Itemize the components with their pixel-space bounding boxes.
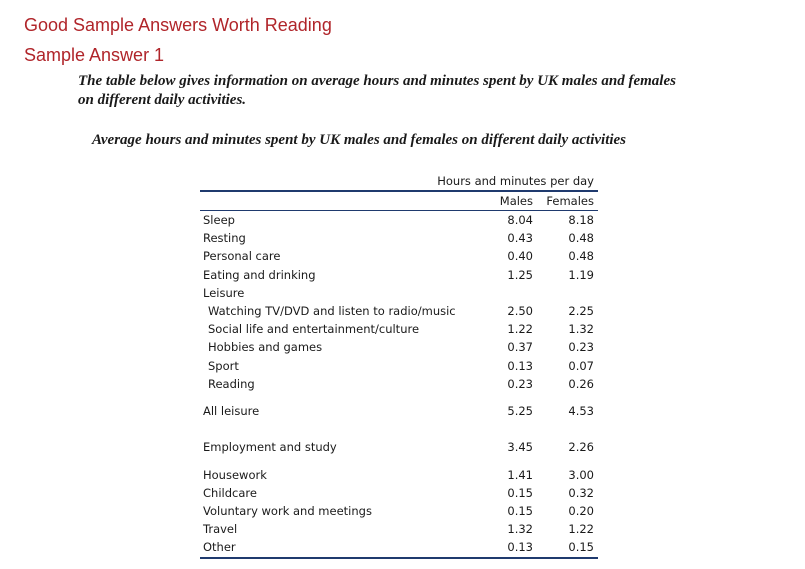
row-label: Childcare bbox=[203, 485, 257, 500]
row-label: Travel bbox=[203, 522, 238, 537]
row-females-value: 4.53 bbox=[568, 403, 594, 418]
row-males-value: 0.40 bbox=[507, 249, 533, 264]
task-prompt-line-1: The table below gives information on average hours and minutes spent by UK males and females bbox=[78, 73, 676, 89]
row-females-value: 8.18 bbox=[568, 213, 594, 227]
page-title: Good Sample Answers Worth Reading bbox=[24, 15, 332, 35]
row-females-value: 0.23 bbox=[568, 340, 594, 355]
activities-table bbox=[200, 173, 598, 559]
row-label: Sport bbox=[208, 358, 239, 373]
row-females-value: 1.22 bbox=[568, 522, 594, 537]
row-males-value: 1.22 bbox=[507, 322, 533, 337]
row-females-value: 0.32 bbox=[568, 485, 594, 500]
row-males-value: 1.25 bbox=[507, 267, 533, 282]
row-label: Eating and drinking bbox=[203, 267, 316, 282]
row-males-value: 3.45 bbox=[507, 440, 533, 455]
row-label: Housework bbox=[203, 467, 267, 482]
table-row bbox=[200, 538, 598, 556]
table-row bbox=[200, 284, 598, 302]
row-females-value: 0.20 bbox=[568, 504, 594, 519]
row-females-value: 0.15 bbox=[568, 540, 594, 555]
row-label: Social life and entertainment/culture bbox=[208, 322, 420, 337]
row-males-value: 0.13 bbox=[507, 540, 533, 555]
row-females-value: 1.32 bbox=[568, 322, 594, 337]
table-row bbox=[200, 375, 598, 393]
row-label: Resting bbox=[203, 231, 246, 246]
row-females-value: 0.48 bbox=[568, 231, 594, 246]
row-label: Watching TV/DVD and listen to radio/music bbox=[208, 303, 456, 318]
row-label: Hobbies and games bbox=[208, 340, 323, 355]
table-row bbox=[200, 429, 598, 465]
sample-answer-heading: Sample Answer 1 bbox=[24, 45, 165, 65]
row-males-value: 1.41 bbox=[507, 467, 533, 482]
table-row bbox=[200, 466, 598, 484]
row-males-value: 5.25 bbox=[507, 403, 533, 418]
row-label: Voluntary work and meetings bbox=[203, 504, 372, 519]
table-row bbox=[200, 357, 598, 375]
row-males-value: 0.43 bbox=[507, 231, 533, 246]
row-label: Other bbox=[203, 540, 236, 555]
row-label: Personal care bbox=[203, 249, 281, 264]
row-females-value: 2.25 bbox=[568, 303, 594, 318]
table-row bbox=[200, 302, 598, 320]
table-title: Average hours and minutes spent by UK males and females on different daily activities bbox=[92, 132, 627, 148]
table-row bbox=[200, 211, 598, 229]
row-females-value: 2.26 bbox=[568, 440, 594, 455]
row-females-value: 0.26 bbox=[568, 376, 594, 391]
row-label: Employment and study bbox=[203, 440, 337, 455]
row-females-value: 1.19 bbox=[568, 267, 594, 282]
table-row bbox=[200, 338, 598, 356]
row-label: All leisure bbox=[203, 403, 260, 418]
row-females-value: 0.48 bbox=[568, 249, 594, 264]
table-row bbox=[200, 520, 598, 538]
table-group-header: Hours and minutes per day bbox=[200, 173, 598, 192]
task-prompt bbox=[78, 72, 778, 110]
table-row bbox=[200, 229, 598, 247]
row-males-value: 0.37 bbox=[507, 340, 533, 355]
row-males-value: 0.23 bbox=[507, 376, 533, 391]
table-row bbox=[200, 266, 598, 284]
table-row bbox=[200, 247, 598, 265]
row-males-value: 0.13 bbox=[507, 358, 533, 373]
row-females-value: 0.07 bbox=[568, 358, 594, 373]
table-row bbox=[200, 393, 598, 429]
row-males-value: 0.15 bbox=[507, 504, 533, 519]
table-column-headers bbox=[200, 192, 598, 211]
column-header-females: Females bbox=[546, 194, 594, 208]
task-prompt-line-2: on different daily activities. bbox=[78, 92, 247, 108]
table-row bbox=[200, 502, 598, 520]
row-males-value: 0.15 bbox=[507, 485, 533, 500]
table-body bbox=[200, 211, 598, 559]
row-females-value: 3.00 bbox=[568, 467, 594, 482]
column-header-males: Males bbox=[499, 194, 533, 208]
row-males-value: 1.32 bbox=[507, 522, 533, 537]
row-males-value: 8.04 bbox=[507, 213, 533, 227]
row-label: Leisure bbox=[203, 285, 245, 300]
row-males-value: 2.50 bbox=[507, 303, 533, 318]
row-label: Reading bbox=[208, 376, 255, 391]
table-row bbox=[200, 484, 598, 502]
table-row bbox=[200, 320, 598, 338]
row-label: Sleep bbox=[203, 213, 235, 227]
